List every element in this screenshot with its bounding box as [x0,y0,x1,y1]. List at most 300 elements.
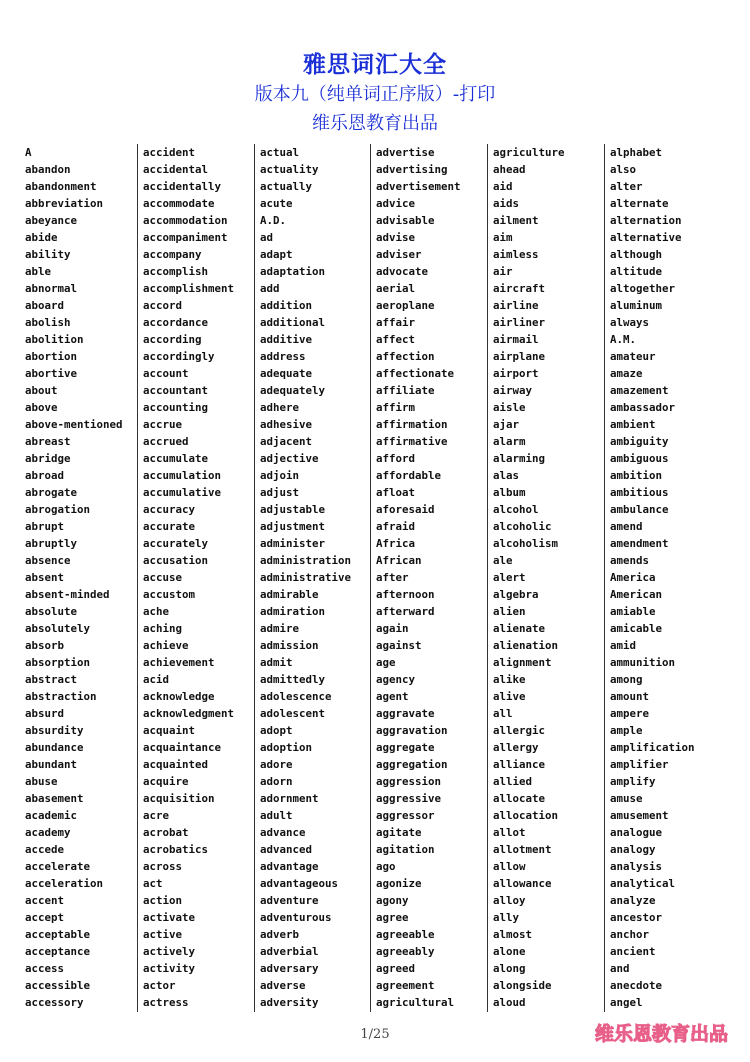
word-entry: accumulate [143,452,209,465]
word-column-3 [254,144,372,1012]
word-entry: analysis [610,860,663,873]
word-entry: acceptable [25,928,91,941]
word-entry: alloy [493,894,526,907]
word-entry: abortion [25,350,78,363]
word-entry: able [25,265,52,278]
word-entry: airport [493,367,539,380]
word-entry: admirable [260,588,319,601]
word-entry: achieve [143,639,189,652]
word-entry: aerial [376,282,416,295]
word-entry: amplifier [610,758,669,771]
word-entry: advisable [376,214,435,227]
word-entry: abortive [25,367,78,380]
word-entry: alone [493,945,526,958]
word-entry: amends [610,554,650,567]
word-entry: A [25,146,32,159]
word-entry: acrobatics [143,843,209,856]
word-entry: airline [493,299,539,312]
word-entry: abstraction [25,690,97,703]
word-entry: amazement [610,384,669,397]
word-entry: air [493,265,513,278]
word-entry: adverb [260,928,300,941]
word-entry: amount [610,690,650,703]
word-entry: agreed [376,962,416,975]
word-entry: acute [260,197,293,210]
word-entry: ancient [610,945,656,958]
page-subtitle: 版本九（纯单词正序版）-打印 [254,84,496,105]
word-entry: advertisement [376,180,461,193]
word-entry: acquire [143,775,189,788]
word-entry: afloat [376,486,416,499]
word-entry: aid [493,180,513,193]
word-entry: against [376,639,422,652]
word-entry: aisle [493,401,526,414]
word-entry: alternative [610,231,682,244]
word-entry: abruptly [25,537,78,550]
word-entry: agent [376,690,409,703]
word-entry: admittedly [260,673,326,686]
word-entry: ambition [610,469,663,482]
word-entry: adjacent [260,435,313,448]
word-entry: alongside [493,979,552,992]
word-entry: ahead [493,163,526,176]
word-entry: abolish [25,316,71,329]
word-entry: accept [25,911,65,924]
word-entry: amend [610,520,643,533]
word-entry: aggravate [376,707,435,720]
word-entry: abreast [25,435,71,448]
word-entry: adequately [260,384,326,397]
word-column-5 [487,144,605,1012]
word-entry: advertising [376,163,448,176]
word-entry: adoption [260,741,313,754]
word-entry: amendment [610,537,669,550]
word-entry: ambassador [610,401,676,414]
word-entry: ambiguous [610,452,669,465]
word-entry: agreement [376,979,435,992]
word-entry: accounting [143,401,209,414]
word-entry: affect [376,333,416,346]
word-entry: accord [143,299,183,312]
word-entry: affiliate [376,384,435,397]
word-entry: act [143,877,163,890]
word-entry: above-mentioned [25,418,123,431]
word-entry: adventurous [260,911,332,924]
word-entry: absorb [25,639,65,652]
word-entry: adore [260,758,293,771]
word-entry: agreeable [376,928,435,941]
word-entry: ago [376,860,396,873]
word-entry: advertise [376,146,435,159]
word-entry: according [143,333,202,346]
word-entry: again [376,622,409,635]
word-entry: accompaniment [143,231,228,244]
word-entry: accidental [143,163,209,176]
word-entry: accumulation [143,469,222,482]
word-entry: aggregate [376,741,435,754]
word-entry: acre [143,809,170,822]
word-entry: aggression [376,775,442,788]
word-entry: abrogation [25,503,91,516]
word-entry: aggressive [376,792,442,805]
word-entry: allotment [493,843,552,856]
word-entry: amplify [610,775,656,788]
word-entry: affirmation [376,418,448,431]
word-entry: alcohol [493,503,539,516]
word-entry: adjust [260,486,300,499]
word-entry: alive [493,690,526,703]
word-entry: abnormal [25,282,78,295]
word-entry: accountant [143,384,209,397]
word-entry: amid [610,639,637,652]
word-entry: algebra [493,588,539,601]
word-entry: alien [493,605,526,618]
word-entry: accent [25,894,65,907]
word-entry: adjustable [260,503,326,516]
word-entry: access [25,962,65,975]
word-entry: accessible [25,979,91,992]
word-entry: adjoin [260,469,300,482]
word-entry: among [610,673,643,686]
word-entry: ambulance [610,503,669,516]
word-entry: ally [493,911,520,924]
word-entry: acquisition [143,792,215,805]
word-entry: afraid [376,520,416,533]
word-entry: altitude [610,265,663,278]
word-entry: actual [260,146,300,159]
word-entry: abuse [25,775,58,788]
word-entry: along [493,962,526,975]
word-column-1 [25,144,137,1011]
word-entry: afterward [376,605,435,618]
word-entry: accusation [143,554,209,567]
word-entry: afford [376,452,416,465]
word-entry: advantageous [260,877,339,890]
word-entry: administrative [260,571,352,584]
word-entry: affectionate [376,367,455,380]
word-entry: absence [25,554,71,567]
word-entry: actively [143,945,196,958]
page-number: 1/25 [360,1027,390,1042]
word-entry: across [143,860,183,873]
word-entry: agriculture [493,146,565,159]
word-entry: accidentally [143,180,222,193]
word-entry: aeroplane [376,299,435,312]
word-entry: adjective [260,452,319,465]
word-entry: analogue [610,826,663,839]
word-entry: abrogate [25,486,78,499]
word-entry: agonize [376,877,422,890]
word-entry: aggressor [376,809,435,822]
word-entry: analytical [610,877,676,890]
word-entry: acceptance [25,945,91,958]
word-entry: allot [493,826,526,839]
word-entry: A.M. [610,333,637,346]
word-entry: accomplish [143,265,209,278]
word-entry: actuality [260,163,319,176]
word-entry: airplane [493,350,546,363]
word-entry: alike [493,673,526,686]
word-entry: additional [260,316,326,329]
word-entry: adornment [260,792,319,805]
word-entry: abbreviation [25,197,104,210]
word-entry: accurately [143,537,209,550]
word-entry: although [610,248,663,261]
word-entry: adapt [260,248,293,261]
word-entry: adhesive [260,418,313,431]
word-entry: administer [260,537,326,550]
word-entry: abandon [25,163,71,176]
word-entry: adequate [260,367,313,380]
word-entry: agree [376,911,409,924]
word-entry: adverbial [260,945,319,958]
word-entry: actor [143,979,176,992]
word-entry: abstract [25,673,78,686]
word-entry: always [610,316,650,329]
word-entry: amplification [610,741,695,754]
word-entry: amusement [610,809,669,822]
word-entry: advice [376,197,416,210]
word-entry: aching [143,622,183,635]
word-entry: adverse [260,979,306,992]
word-entry: alcoholic [493,520,552,533]
word-entry: ambiguity [610,435,669,448]
word-entry: and [610,962,630,975]
word-entry: abrupt [25,520,65,533]
word-entry: allergic [493,724,546,737]
word-entry: America [610,571,656,584]
word-entry: active [143,928,183,941]
word-entry: allergy [493,741,539,754]
word-entry: aluminum [610,299,663,312]
word-entry: absolutely [25,622,91,635]
word-entry: affection [376,350,435,363]
word-entry: altogether [610,282,676,295]
word-entry: actually [260,180,313,193]
word-entry: ambient [610,418,656,431]
word-entry: abolition [25,333,84,346]
word-entry: abroad [25,469,65,482]
word-entry: absorption [25,656,91,669]
word-entry: angel [610,996,643,1009]
word-entry: aggregation [376,758,448,771]
word-entry: anchor [610,928,650,941]
word-entry: action [143,894,183,907]
word-entry: almost [493,928,533,941]
word-entry: acid [143,673,170,686]
word-entry: acquaintance [143,741,222,754]
word-entry: accomplishment [143,282,235,295]
word-entry: agitate [376,826,422,839]
word-entry: agricultural [376,996,455,1009]
word-entry: aboard [25,299,65,312]
word-column-4 [370,144,488,1012]
word-entry: advanced [260,843,313,856]
word-entry: accrued [143,435,189,448]
word-entry: absurdity [25,724,84,737]
word-entry: activity [143,962,196,975]
word-entry: aimless [493,248,539,261]
word-entry: addition [260,299,313,312]
word-entry: actress [143,996,189,1009]
word-entry: adviser [376,248,422,261]
word-entry: abundance [25,741,84,754]
word-entry: acknowledgment [143,707,235,720]
word-entry: adjustment [260,520,326,533]
word-entry: age [376,656,396,669]
word-entry: abeyance [25,214,78,227]
word-entry: activate [143,911,196,924]
word-entry: accordance [143,316,209,329]
word-entry: amaze [610,367,643,380]
word-entry: ad [260,231,274,244]
word-entry: amuse [610,792,643,805]
word-entry: adventure [260,894,319,907]
word-entry: absent-minded [25,588,110,601]
word-entry: afternoon [376,588,435,601]
word-entry: ability [25,248,71,261]
word-entry: allocate [493,792,546,805]
word-entry: analyze [610,894,656,907]
word-entry: accordingly [143,350,215,363]
word-entry: amiable [610,605,656,618]
word-entry: accommodate [143,197,215,210]
word-entry: alternate [610,197,669,210]
word-entry: accident [143,146,196,159]
word-entry: adhere [260,401,300,414]
word-entry: affordable [376,469,442,482]
word-entry: airliner [493,316,546,329]
word-entry: admit [260,656,293,669]
word-entry: absurd [25,707,65,720]
word-entry: agitation [376,843,435,856]
word-entry: ambitious [610,486,669,499]
word-entry: accompany [143,248,202,261]
word-entry: acknowledge [143,690,215,703]
word-entry: adult [260,809,293,822]
word-entry: academic [25,809,78,822]
word-entry: analogy [610,843,656,856]
word-entry: aim [493,231,513,244]
word-entry: allow [493,860,526,873]
word-entry: address [260,350,306,363]
publisher-line: 维乐恩教育出品 [312,113,438,134]
word-entry: accumulative [143,486,222,499]
word-entry: ailment [493,214,539,227]
word-entry: agency [376,673,416,686]
word-entry: accustom [143,588,196,601]
word-entry: album [493,486,526,499]
word-entry: accrue [143,418,183,431]
word-entry: ache [143,605,170,618]
word-entry: aids [493,197,520,210]
word-entry: adolescent [260,707,326,720]
word-entry: adopt [260,724,293,737]
word-entry: absolute [25,605,78,618]
word-entry: anecdote [610,979,663,992]
word-entry: adolescence [260,690,332,703]
word-entry: alert [493,571,526,584]
word-entry: amateur [610,350,656,363]
word-entry: alignment [493,656,552,669]
word-entry: A.D. [260,214,287,227]
word-entry: academy [25,826,71,839]
word-entry: ajar [493,418,520,431]
word-entry: alas [493,469,520,482]
word-entry: ancestor [610,911,663,924]
word-entry: additive [260,333,313,346]
page-title: 雅思词汇大全 [303,52,447,78]
word-entry: ampere [610,707,650,720]
word-entry: African [376,554,422,567]
word-entry: Africa [376,537,416,550]
word-entry: accessory [25,996,84,1009]
word-entry: American [610,588,663,601]
word-entry: administration [260,554,352,567]
word-entry: all [493,707,513,720]
word-entry: abide [25,231,58,244]
word-entry: airmail [493,333,539,346]
word-entry: alarm [493,435,526,448]
word-entry: acquaint [143,724,196,737]
word-entry: admission [260,639,319,652]
word-entry: about [25,384,58,397]
word-entry: alliance [493,758,546,771]
word-entry: alternation [610,214,682,227]
word-entry: adversary [260,962,319,975]
word-column-6 [604,144,722,1012]
word-entry: accuse [143,571,183,584]
word-entry: affirm [376,401,416,414]
word-column-2 [137,144,255,1012]
word-entry: alcoholism [493,537,559,550]
word-entry: acrobat [143,826,189,839]
word-entry: adorn [260,775,293,788]
word-entry: alienate [493,622,546,635]
word-entry: alarming [493,452,546,465]
word-entry: ammunition [610,656,676,669]
word-entry: agony [376,894,409,907]
word-entry: allowance [493,877,552,890]
word-entry: advance [260,826,306,839]
word-entry: admiration [260,605,326,618]
word-entry: alter [610,180,643,193]
word-entry: admire [260,622,300,635]
watermark-logo: 维乐恩教育出品 [594,1023,728,1045]
word-entry: account [143,367,189,380]
word-entry: aggravation [376,724,448,737]
word-entry: accede [25,843,65,856]
word-entry: advantage [260,860,319,873]
word-entry: advocate [376,265,429,278]
word-entry: amicable [610,622,663,635]
word-entry: accommodation [143,214,228,227]
word-entry: abridge [25,452,71,465]
word-entry: affirmative [376,435,448,448]
word-entry: allied [493,775,533,788]
word-entry: airway [493,384,533,397]
word-entry: alienation [493,639,559,652]
word-entry: acquainted [143,758,209,771]
word-entry: ample [610,724,643,737]
word-entry: agreeably [376,945,435,958]
word-entry: ale [493,554,513,567]
word-entry: accuracy [143,503,196,516]
word-entry: affair [376,316,416,329]
word-entry: add [260,282,280,295]
word-entry: abandonment [25,180,97,193]
word-entry: aircraft [493,282,546,295]
